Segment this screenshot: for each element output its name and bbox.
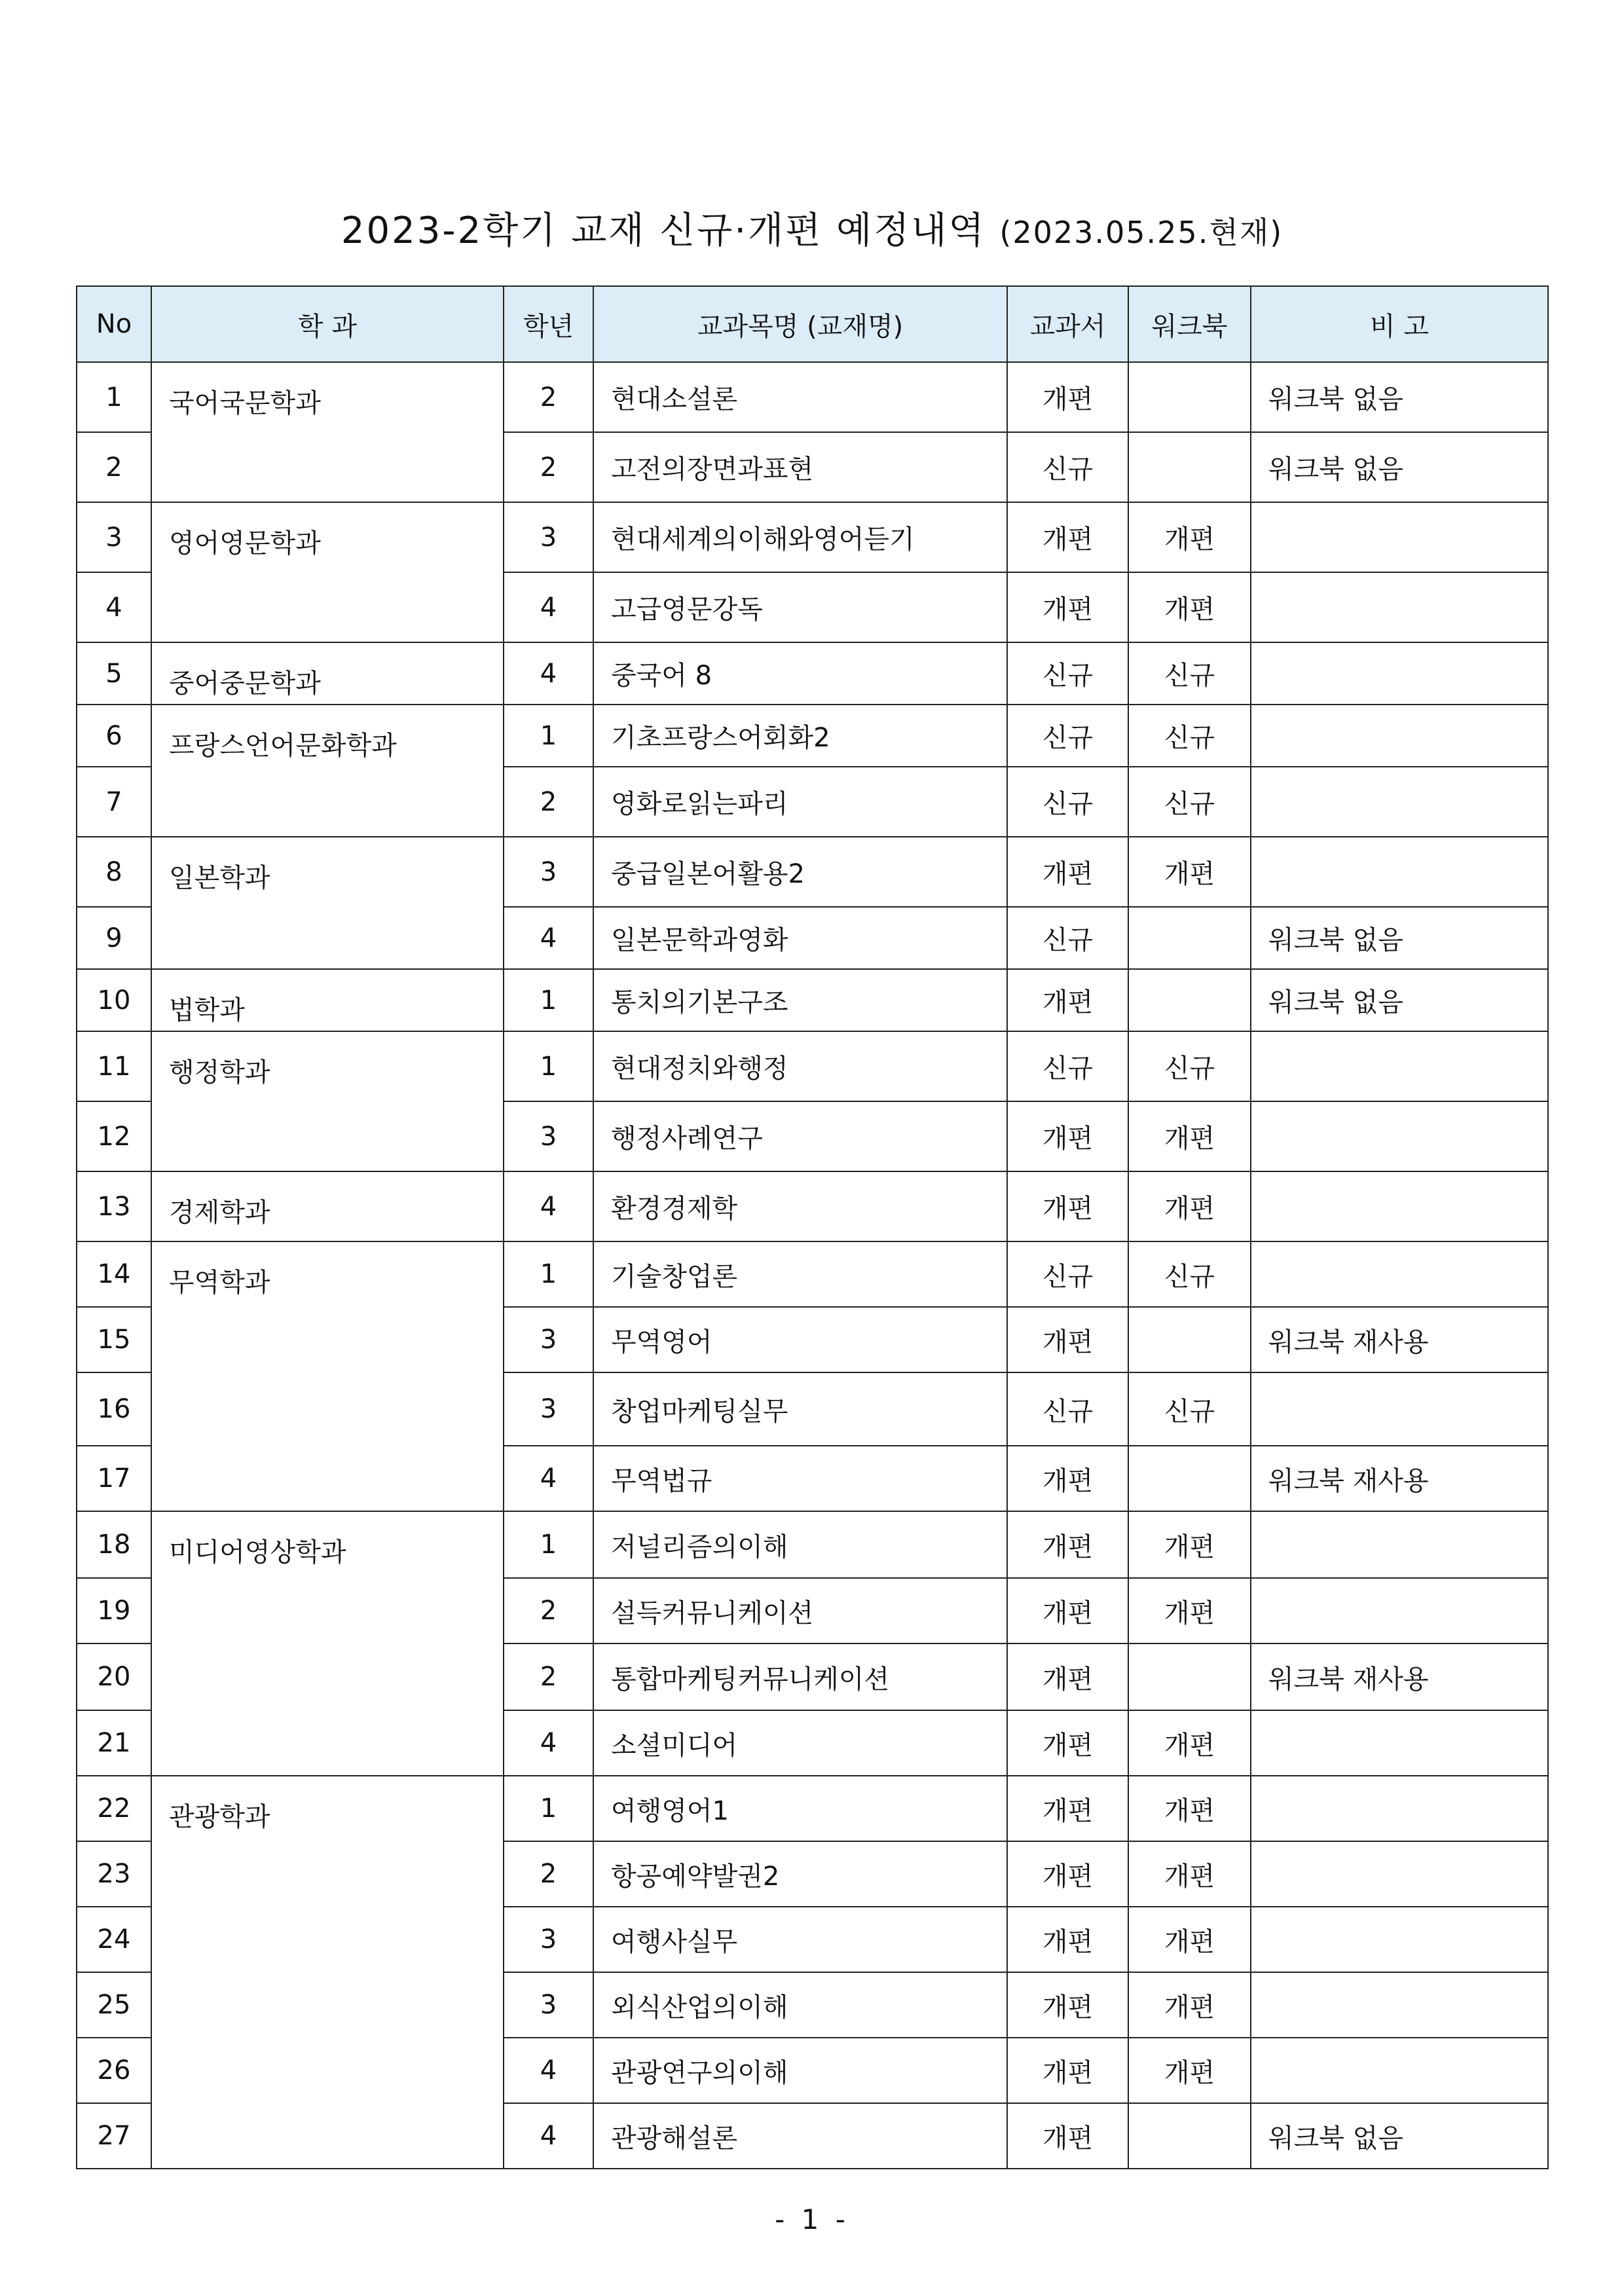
cell-note (1251, 1101, 1548, 1171)
cell-textbook: 신규 (1007, 907, 1128, 969)
cell-note (1251, 1511, 1548, 1578)
cell-grade: 4 (504, 2103, 593, 2169)
cell-course: 기초프랑스어회화2 (593, 705, 1007, 767)
cell-textbook: 개편 (1007, 1710, 1128, 1776)
cell-workbook (1128, 1643, 1251, 1710)
cell-workbook (1128, 969, 1251, 1031)
cell-course: 고급영문강독 (593, 572, 1007, 642)
cell-course: 저널리즘의이해 (593, 1511, 1007, 1578)
cell-no: 24 (77, 1907, 151, 1972)
cell-textbook: 개편 (1007, 362, 1128, 432)
cell-textbook: 개편 (1007, 1972, 1128, 2038)
cell-textbook: 개편 (1007, 1776, 1128, 1841)
cell-grade: 3 (504, 1101, 593, 1171)
cell-workbook: 신규 (1128, 1031, 1251, 1101)
cell-note: 워크북 없음 (1251, 2103, 1548, 2169)
title-main: 2023-2학기 교재 신규·개편 예정내역 (341, 210, 986, 252)
header-course: 교과목명 (교재명) (593, 286, 1007, 362)
cell-course: 무역법규 (593, 1446, 1007, 1511)
cell-textbook: 신규 (1007, 642, 1128, 705)
cell-no: 16 (77, 1372, 151, 1446)
cell-textbook: 개편 (1007, 837, 1128, 907)
cell-note (1251, 572, 1548, 642)
cell-grade: 2 (504, 432, 593, 502)
cell-department: 중어중문학과 (151, 642, 504, 705)
cell-grade: 2 (504, 362, 593, 432)
header-workbook: 워크북 (1128, 286, 1251, 362)
cell-grade: 2 (504, 1841, 593, 1907)
cell-course: 행정사례연구 (593, 1101, 1007, 1171)
cell-note (1251, 1031, 1548, 1101)
cell-no: 26 (77, 2038, 151, 2103)
cell-note (1251, 1372, 1548, 1446)
cell-grade: 3 (504, 1907, 593, 1972)
cell-textbook: 신규 (1007, 1241, 1128, 1307)
cell-note (1251, 1578, 1548, 1643)
cell-grade: 4 (504, 2038, 593, 2103)
cell-course: 여행영어1 (593, 1776, 1007, 1841)
cell-note (1251, 1776, 1548, 1841)
cell-note: 워크북 재사용 (1251, 1307, 1548, 1372)
cell-workbook: 개편 (1128, 1907, 1251, 1972)
cell-no: 9 (77, 907, 151, 969)
cell-department: 경제학과 (151, 1171, 504, 1241)
header-row (77, 286, 1548, 362)
cell-grade: 1 (504, 1031, 593, 1101)
cell-workbook: 개편 (1128, 1710, 1251, 1776)
cell-no: 8 (77, 837, 151, 907)
cell-grade: 2 (504, 1643, 593, 1710)
cell-workbook: 개편 (1128, 1972, 1251, 2038)
cell-workbook: 개편 (1128, 572, 1251, 642)
cell-textbook: 개편 (1007, 1578, 1128, 1643)
cell-workbook: 개편 (1128, 1841, 1251, 1907)
cell-course: 환경경제학 (593, 1171, 1007, 1241)
cell-textbook: 개편 (1007, 1307, 1128, 1372)
cell-department: 프랑스언어문화학과 (151, 705, 504, 837)
cell-workbook (1128, 1307, 1251, 1372)
cell-no: 23 (77, 1841, 151, 1907)
cell-note (1251, 1841, 1548, 1907)
table-row (77, 1171, 1548, 1241)
cell-workbook: 개편 (1128, 1776, 1251, 1841)
cell-grade: 3 (504, 1307, 593, 1372)
cell-note (1251, 1907, 1548, 1972)
cell-grade: 4 (504, 1171, 593, 1241)
cell-department: 일본학과 (151, 837, 504, 969)
table-row (77, 502, 1548, 572)
cell-grade: 1 (504, 1241, 593, 1307)
cell-note (1251, 1972, 1548, 2038)
cell-no: 6 (77, 705, 151, 767)
cell-workbook (1128, 1446, 1251, 1511)
cell-no: 21 (77, 1710, 151, 1776)
cell-department: 무역학과 (151, 1241, 504, 1511)
cell-workbook (1128, 362, 1251, 432)
cell-no: 18 (77, 1511, 151, 1578)
cell-course: 무역영어 (593, 1307, 1007, 1372)
cell-course: 통합마케팅커뮤니케이션 (593, 1643, 1007, 1710)
table-row (77, 705, 1548, 767)
cell-course: 관광연구의이해 (593, 2038, 1007, 2103)
cell-no: 7 (77, 767, 151, 837)
cell-course: 통치의기본구조 (593, 969, 1007, 1031)
cell-workbook: 신규 (1128, 705, 1251, 767)
cell-no: 4 (77, 572, 151, 642)
cell-textbook: 신규 (1007, 705, 1128, 767)
cell-course: 영화로읽는파리 (593, 767, 1007, 837)
cell-no: 5 (77, 642, 151, 705)
cell-department: 관광학과 (151, 1776, 504, 2169)
cell-workbook: 개편 (1128, 2038, 1251, 2103)
cell-department: 국어국문학과 (151, 362, 504, 502)
cell-grade: 3 (504, 1972, 593, 2038)
table-row (77, 1511, 1548, 1578)
cell-textbook: 개편 (1007, 2103, 1128, 2169)
table-row (77, 362, 1548, 432)
cell-textbook: 신규 (1007, 1372, 1128, 1446)
cell-course: 관광해설론 (593, 2103, 1007, 2169)
cell-note (1251, 837, 1548, 907)
cell-note (1251, 1241, 1548, 1307)
page-number: - 1 - (775, 2203, 849, 2235)
cell-workbook: 개편 (1128, 1171, 1251, 1241)
cell-grade: 1 (504, 1776, 593, 1841)
cell-course: 여행사실무 (593, 1907, 1007, 1972)
header-textbook: 교과서 (1007, 286, 1128, 362)
cell-textbook: 개편 (1007, 969, 1128, 1031)
cell-course: 항공예약발권2 (593, 1841, 1007, 1907)
cell-workbook: 개편 (1128, 1511, 1251, 1578)
cell-note (1251, 1171, 1548, 1241)
cell-course: 일본문학과영화 (593, 907, 1007, 969)
cell-course: 현대정치와행정 (593, 1031, 1007, 1101)
cell-no: 20 (77, 1643, 151, 1710)
cell-workbook: 신규 (1128, 642, 1251, 705)
cell-textbook: 개편 (1007, 1171, 1128, 1241)
cell-note: 워크북 재사용 (1251, 1643, 1548, 1710)
cell-note (1251, 2038, 1548, 2103)
cell-grade: 4 (504, 1710, 593, 1776)
cell-note: 워크북 없음 (1251, 969, 1548, 1031)
cell-workbook: 신규 (1128, 1241, 1251, 1307)
cell-grade: 4 (504, 907, 593, 969)
table-row (77, 642, 1548, 705)
header-note: 비 고 (1251, 286, 1548, 362)
cell-workbook (1128, 432, 1251, 502)
cell-grade: 3 (504, 1372, 593, 1446)
table-row (77, 1776, 1548, 1841)
cell-course: 현대소설론 (593, 362, 1007, 432)
cell-no: 15 (77, 1307, 151, 1372)
cell-workbook: 신규 (1128, 1372, 1251, 1446)
document-title (0, 202, 1624, 254)
cell-grade: 4 (504, 642, 593, 705)
cell-grade: 2 (504, 1578, 593, 1643)
cell-course: 중급일본어활용2 (593, 837, 1007, 907)
cell-textbook: 개편 (1007, 1643, 1128, 1710)
cell-note: 워크북 재사용 (1251, 1446, 1548, 1511)
header-department: 학 과 (151, 286, 504, 362)
cell-note (1251, 767, 1548, 837)
cell-textbook: 개편 (1007, 502, 1128, 572)
cell-no: 22 (77, 1776, 151, 1841)
cell-no: 25 (77, 1972, 151, 2038)
cell-note: 워크북 없음 (1251, 907, 1548, 969)
cell-workbook: 신규 (1128, 767, 1251, 837)
cell-grade: 1 (504, 1511, 593, 1578)
cell-workbook (1128, 907, 1251, 969)
cell-workbook: 개편 (1128, 1578, 1251, 1643)
cell-grade: 1 (504, 969, 593, 1031)
cell-grade: 2 (504, 767, 593, 837)
cell-course: 고전의장면과표현 (593, 432, 1007, 502)
cell-note: 워크북 없음 (1251, 362, 1548, 432)
cell-textbook: 개편 (1007, 2038, 1128, 2103)
cell-workbook: 개편 (1128, 502, 1251, 572)
cell-grade: 1 (504, 705, 593, 767)
cell-no: 12 (77, 1101, 151, 1171)
cell-grade: 4 (504, 572, 593, 642)
cell-course: 설득커뮤니케이션 (593, 1578, 1007, 1643)
table-row (77, 969, 1548, 1031)
title-date: (2023.05.25.현재) (999, 215, 1283, 250)
cell-workbook: 개편 (1128, 1101, 1251, 1171)
cell-course: 기술창업론 (593, 1241, 1007, 1307)
cell-grade: 3 (504, 502, 593, 572)
table-row (77, 1031, 1548, 1101)
cell-no: 3 (77, 502, 151, 572)
cell-workbook (1128, 2103, 1251, 2169)
cell-no: 14 (77, 1241, 151, 1307)
cell-no: 11 (77, 1031, 151, 1101)
cell-course: 창업마케팅실무 (593, 1372, 1007, 1446)
cell-course: 중국어 8 (593, 642, 1007, 705)
cell-note (1251, 502, 1548, 572)
cell-no: 19 (77, 1578, 151, 1643)
cell-no: 17 (77, 1446, 151, 1511)
cell-no: 13 (77, 1171, 151, 1241)
header-grade: 학년 (504, 286, 593, 362)
cell-no: 27 (77, 2103, 151, 2169)
cell-note: 워크북 없음 (1251, 432, 1548, 502)
cell-textbook: 개편 (1007, 1446, 1128, 1511)
cell-no: 1 (77, 362, 151, 432)
header-no: No (77, 286, 151, 362)
cell-course: 외식산업의이해 (593, 1972, 1007, 2038)
cell-textbook: 개편 (1007, 1841, 1128, 1907)
cell-course: 현대세계의이해와영어듣기 (593, 502, 1007, 572)
cell-textbook: 개편 (1007, 572, 1128, 642)
cell-department: 미디어영상학과 (151, 1511, 504, 1776)
cell-department: 행정학과 (151, 1031, 504, 1171)
cell-textbook: 개편 (1007, 1511, 1128, 1578)
table-row (77, 837, 1548, 907)
cell-textbook: 신규 (1007, 767, 1128, 837)
cell-note (1251, 642, 1548, 705)
cell-note (1251, 705, 1548, 767)
cell-workbook: 개편 (1128, 837, 1251, 907)
cell-no: 2 (77, 432, 151, 502)
table-body (77, 362, 1548, 2169)
textbook-schedule-table (76, 285, 1549, 2169)
cell-textbook: 개편 (1007, 1907, 1128, 1972)
cell-textbook: 개편 (1007, 1101, 1128, 1171)
cell-department: 영어영문학과 (151, 502, 504, 642)
cell-note (1251, 1710, 1548, 1776)
cell-textbook: 신규 (1007, 1031, 1128, 1101)
cell-grade: 3 (504, 837, 593, 907)
cell-textbook: 신규 (1007, 432, 1128, 502)
cell-grade: 4 (504, 1446, 593, 1511)
cell-no: 10 (77, 969, 151, 1031)
cell-course: 소셜미디어 (593, 1710, 1007, 1776)
cell-department: 법학과 (151, 969, 504, 1031)
table-row (77, 1241, 1548, 1307)
